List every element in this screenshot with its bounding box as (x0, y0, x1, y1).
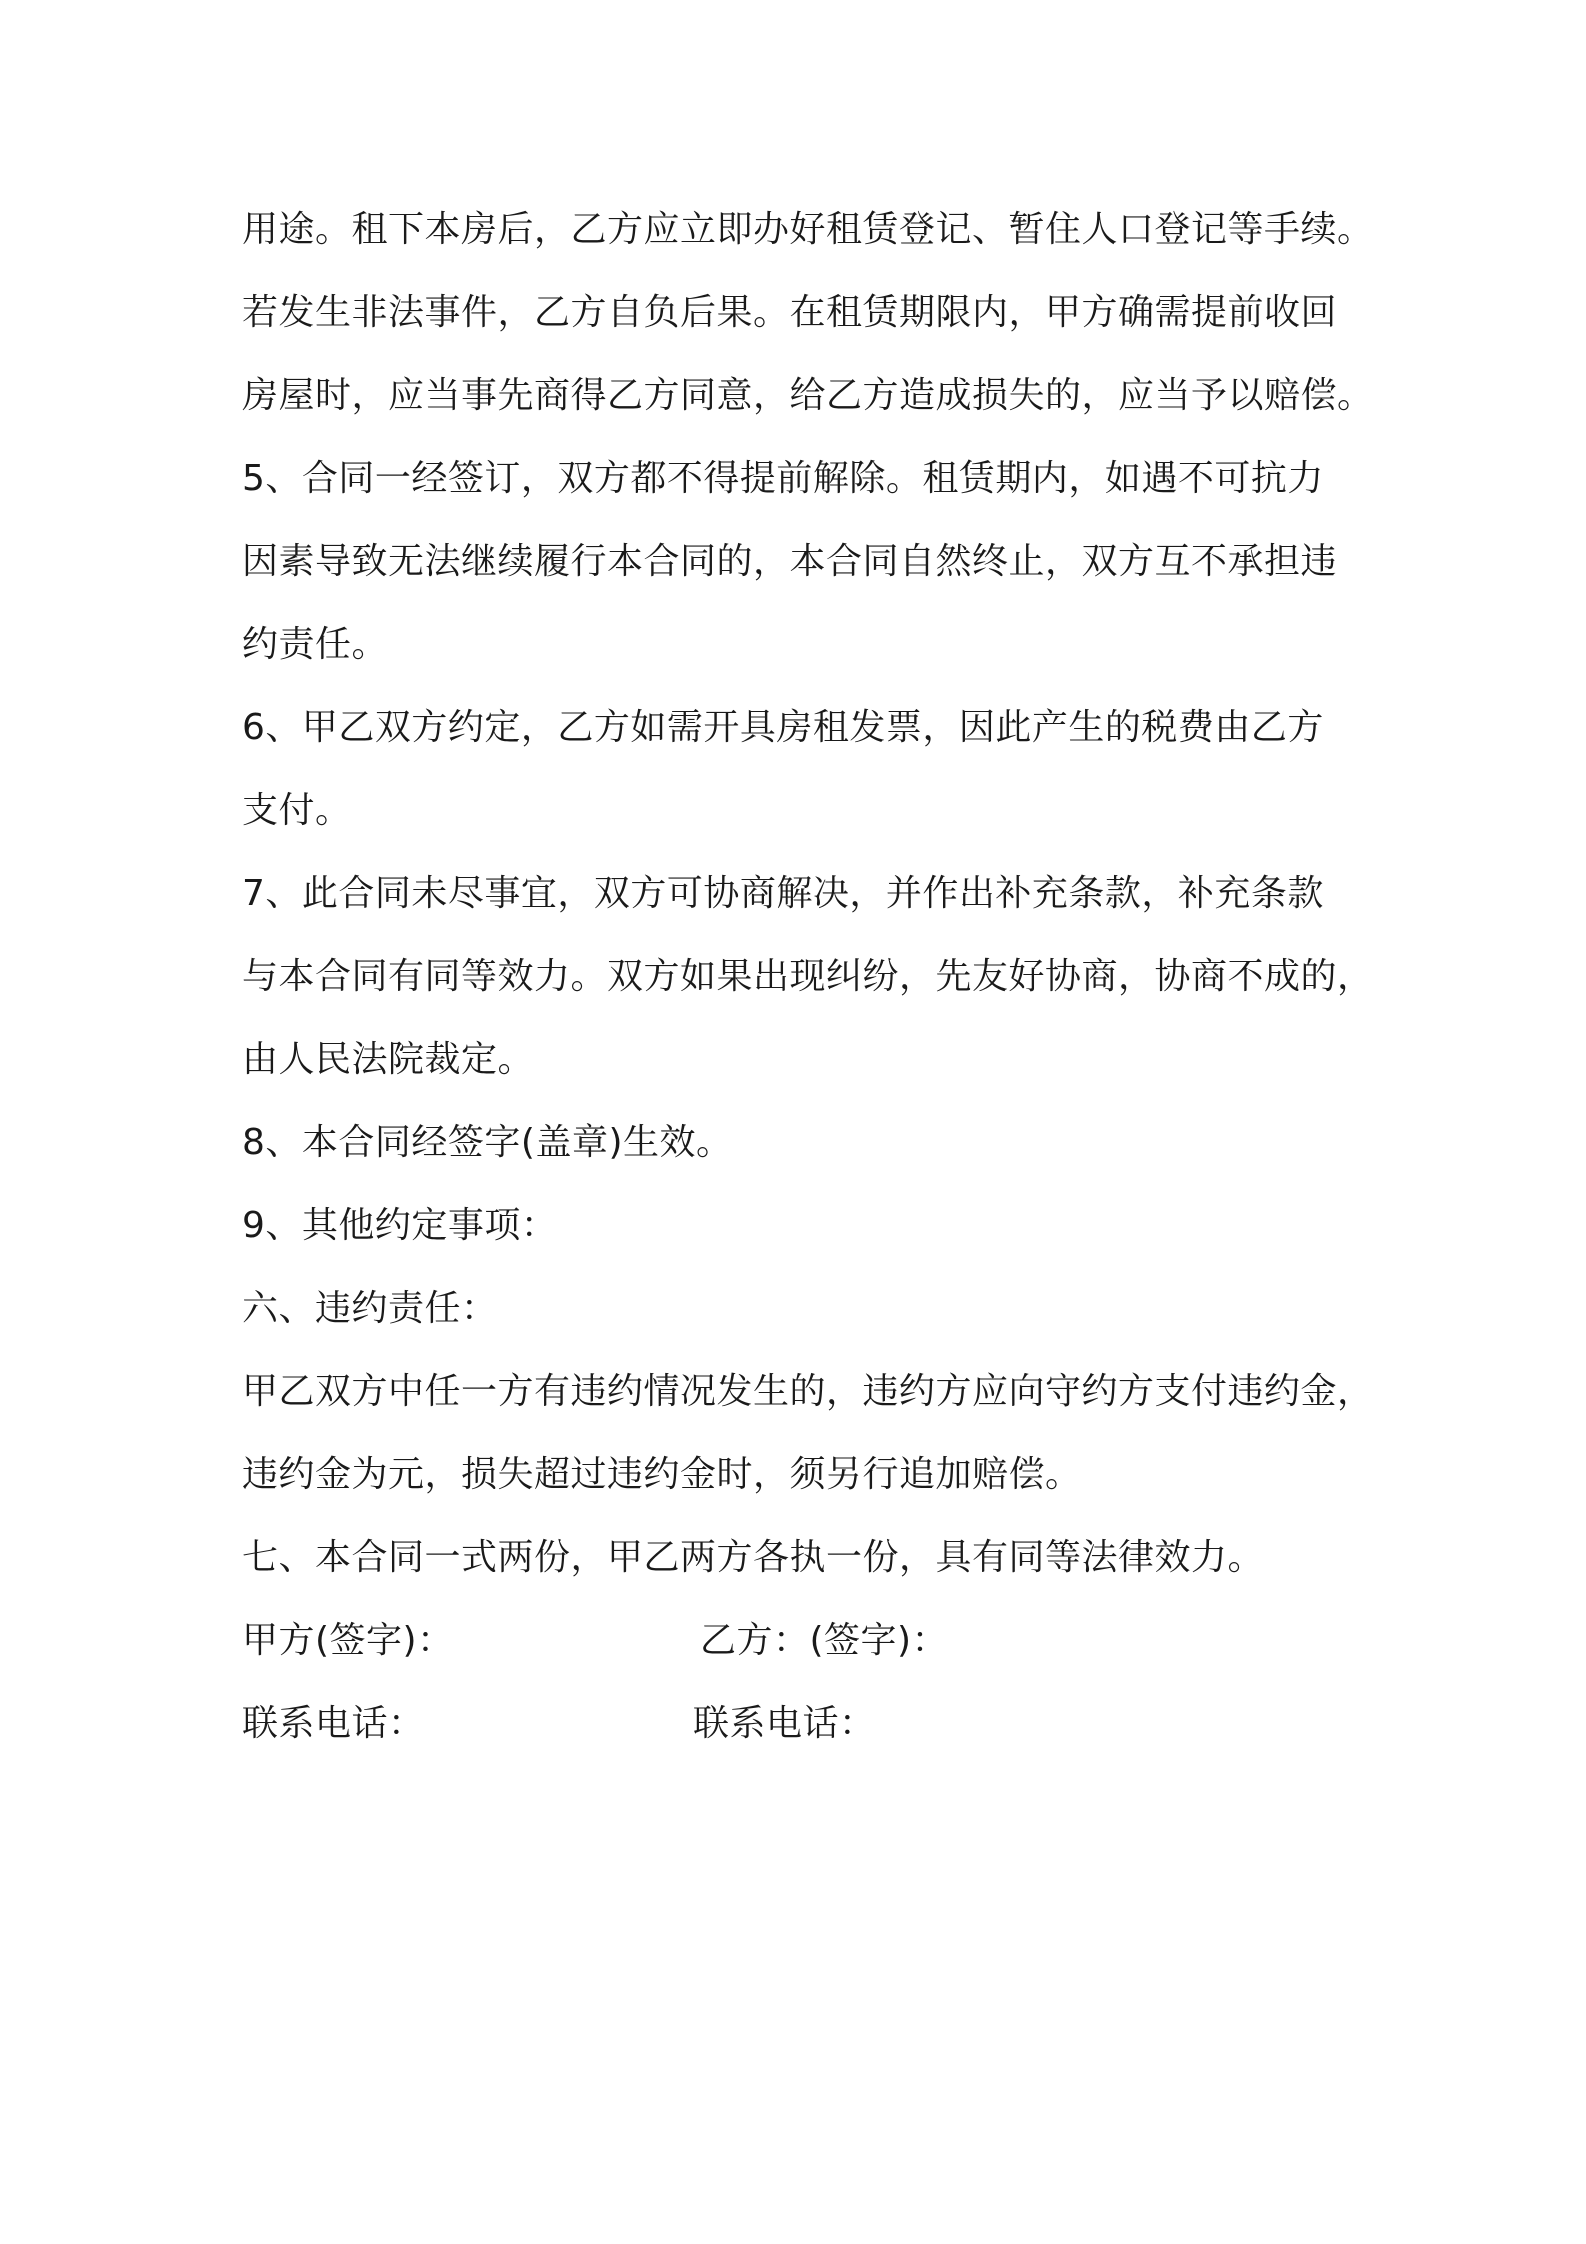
paragraph-line: 房屋时，应当事先商得乙方同意，给乙方造成损失的，应当予以赔偿。 (242, 375, 1374, 416)
paragraph-line: 与本合同有同等效力。双方如果出现纠纷，先友好协商，协商不成的， (242, 956, 1374, 997)
clause-9: 9、其他约定事项： (242, 1205, 558, 1246)
paragraph-line: 甲乙双方中任一方有违约情况发生的，违约方应向守约方支付违约金， (242, 1371, 1374, 1412)
clause-8: 8、本合同经签字(盖章)生效。 (242, 1122, 733, 1163)
paragraph-line: 约责任。 (242, 624, 389, 665)
section-heading-copies: 七、本合同一式两份，甲乙两方各执一份，具有同等法律效力。 (242, 1537, 1265, 1578)
clause-7: 7、此合同未尽事宜，双方可协商解决，并作出补充条款，补充条款 (242, 873, 1324, 914)
clause-6: 6、甲乙双方约定，乙方如需开具房租发票，因此产生的税费由乙方 (242, 707, 1324, 748)
section-heading-breach: 六、违约责任： (242, 1288, 498, 1329)
paragraph-line: 违约金为元，损失超过违约金时，须另行追加赔偿。 (242, 1454, 1082, 1495)
clause-5: 5、合同一经签订，双方都不得提前解除。租赁期内，如遇不可抗力 (242, 458, 1324, 499)
paragraph-line: 用途。租下本房后，乙方应立即办好租赁登记、暂住人口登记等手续。 (242, 209, 1374, 250)
party-a-signature: 甲方(签字)： (242, 1620, 454, 1661)
paragraph-line: 若发生非法事件，乙方自负后果。在租赁期限内，甲方确需提前收回 (242, 292, 1338, 333)
paragraph-line: 由人民法院裁定。 (242, 1039, 535, 1080)
paragraph-line: 支付。 (242, 790, 352, 831)
paragraph-line: 因素导致无法继续履行本合同的，本合同自然终止，双方互不承担违 (242, 541, 1338, 582)
party-b-signature: 乙方：(签字)： (700, 1620, 949, 1661)
party-a-phone: 联系电话： (242, 1703, 425, 1744)
party-b-phone: 联系电话： (693, 1703, 876, 1744)
